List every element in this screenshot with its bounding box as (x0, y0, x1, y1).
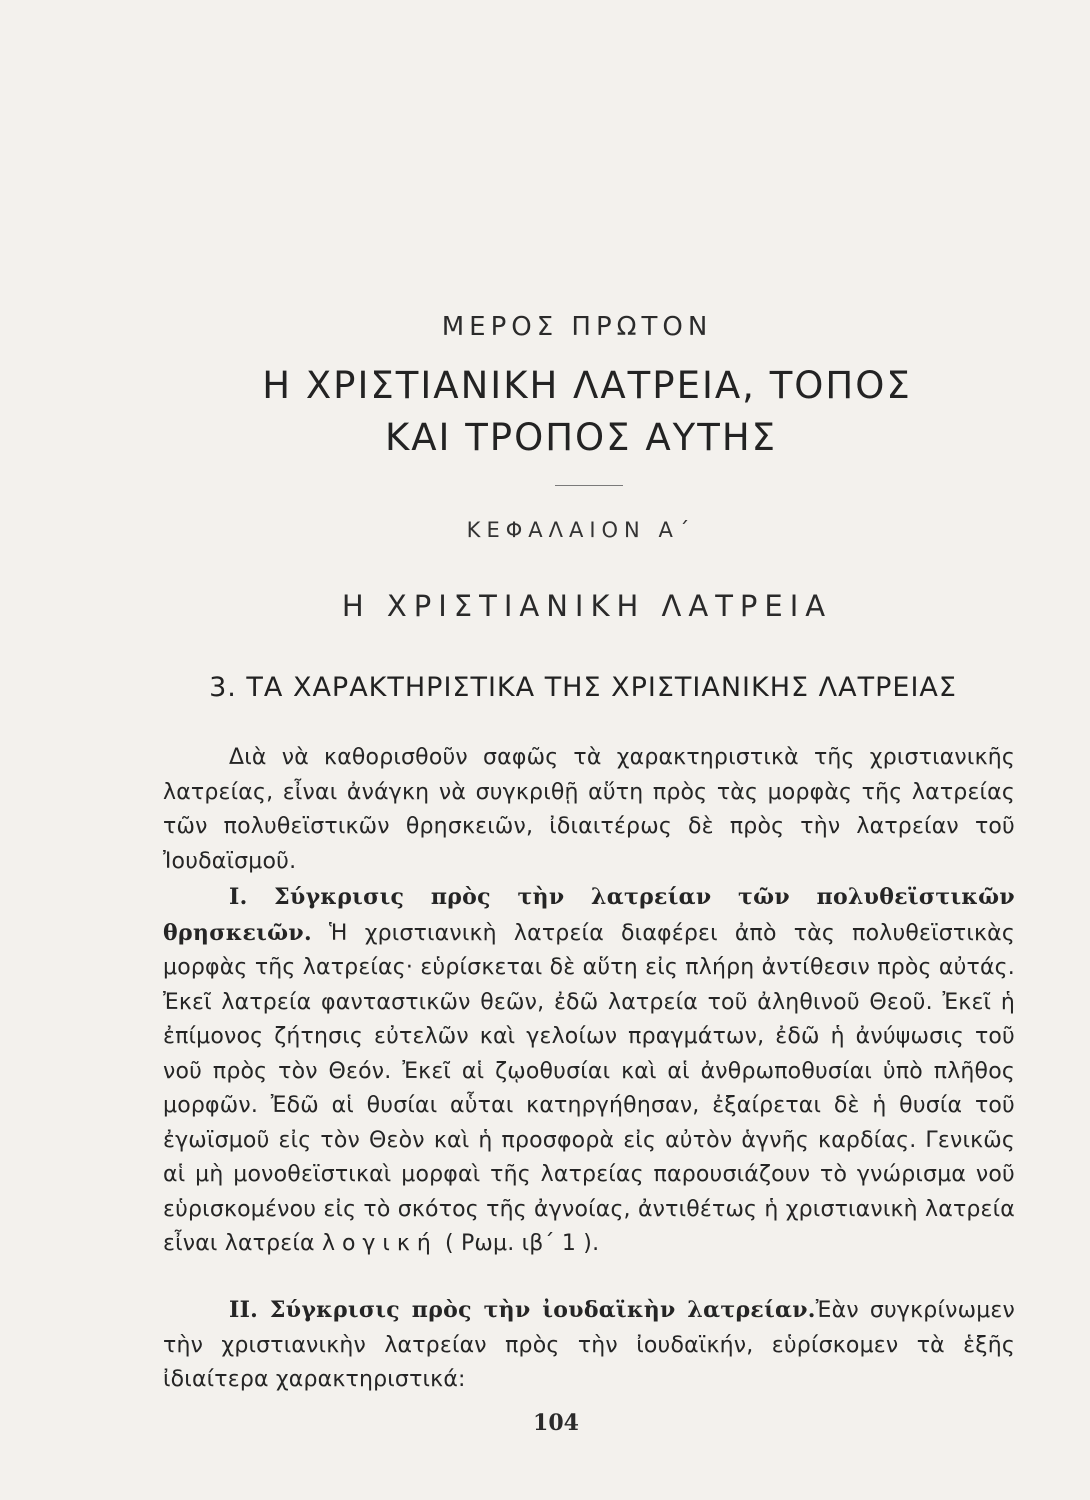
chapter-title: Η ΧΡΙΣΤΙΑΝΙΚΗ ΛΑΤΡΕΙΑ (341, 589, 833, 623)
page-number: 104 (533, 1410, 579, 1436)
intro-paragraph: Διὰ νὰ καθορισθοῦν σαφῶς τὰ χαρακτηριστικὰ τῆς χριστιανικῆς λατρείας, εἶναι ἀνάγκη νὰ συγκριθῇ αὕτη πρὸς τὰς μορφὰς τῆς λατρείας τῶν πολυθεϊστικῶν θρησκειῶν, ἰδιαιτέρως δὲ πρὸς τὴν λατρείαν τοῦ Ἰουδαϊσμοῦ. (163, 745, 1015, 874)
emphasized-term: λογική (321, 1231, 438, 1256)
judaism-comparison-heading: II. Σύγκρισις πρὸς τὴν ἰουδαϊκὴν λατρείαν. (229, 1297, 816, 1323)
section-title: 3. ΤΑ ΧΑΡΑΚΤΗΡΙΣΤΙΚΑ ΤΗΣ ΧΡΙΣΤΙΑΝΙΚΗΣ ΛΑΤΡΕΙΑΣ (209, 672, 957, 703)
chapter-label: ΚΕΦΑΛΑΙΟΝ Α΄ (466, 518, 696, 542)
scripture-reference: ( Ρωμ. ιβ΄ 1 ). (437, 1231, 600, 1256)
polytheism-comparison-heading: I. Σύγκρισις πρὸς τὴν λατρείαν τῶν πολυθεϊστικῶν θρησκειῶν. (163, 884, 1015, 946)
part-title-line-2: ΚΑΙ ΤΡΟΠΟΣ ΑΥΤΗΣ (384, 416, 778, 459)
polytheism-comparison-paragraph (163, 880, 1015, 1262)
judaism-comparison-paragraph (163, 1293, 1015, 1398)
polytheism-comparison-body: Ἡ χριστιανικὴ λατρεία διαφέρει ἀπὸ τὰς πολυθεϊστικὰς μορφὰς τῆς λατρείας· εὑρίσκεται δὲ αὕτη εἰς πλήρη ἀντίθεσιν πρὸς αὐτάς. Ἐκεῖ λατρεία φανταστικῶν θεῶν, ἐδῶ λατρεία τοῦ ἀληθινοῦ Θεοῦ. Ἐκεῖ ἡ ἐπίμονος ζήτησις εὐτελῶν καὶ γελοίων πραγμάτων, ἐδῶ ἡ ἀνύψωσις τοῦ νοῦ πρὸς τὸν Θεόν. Ἐκεῖ αἱ ζῳοθυσίαι καὶ αἱ ἀνθρωποθυσίαι ὑπὸ πλῆθος μορφῶν. Ἐδῶ αἱ θυσίαι αὗται κατηργήθησαν, ἐξαίρεται δὲ ἡ θυσία τοῦ ἐγωϊσμοῦ εἰς τὸν Θεὸν καὶ ἡ προσφορὰ εἰς αὐτὸν ἁγνῆς καρδίας. Γενικῶς αἱ μὴ μονοθεϊστικαὶ μορφαὶ τῆς λατρείας παρουσιάζουν τὸ γνώρισμα νοῦ εὑρισκομένου εἰς τὸ σκότος τῆς ἀγνοίας, ἀντιθέτως ἡ χριστιανικὴ λατρεία εἶναι λατρεία (163, 920, 1015, 1256)
title-divider (555, 485, 623, 486)
judaism-comparison-body: Ἐὰν συγκρίνωμεν τὴν χριστιανικὴν λατρείαν πρὸς τὴν ἰουδαϊκήν, εὑρίσκομεν τὰ ἑξῆς ἰδιαίτερα χαρακτηριστικά: (163, 1298, 1015, 1392)
part-label: ΜΕΡΟΣ ΠΡΩΤΟΝ (441, 312, 713, 342)
part-title-line-1: Η ΧΡΙΣΤΙΑΝΙΚΗ ΛΑΤΡΕΙΑ, ΤΟΠΟΣ (262, 364, 912, 407)
